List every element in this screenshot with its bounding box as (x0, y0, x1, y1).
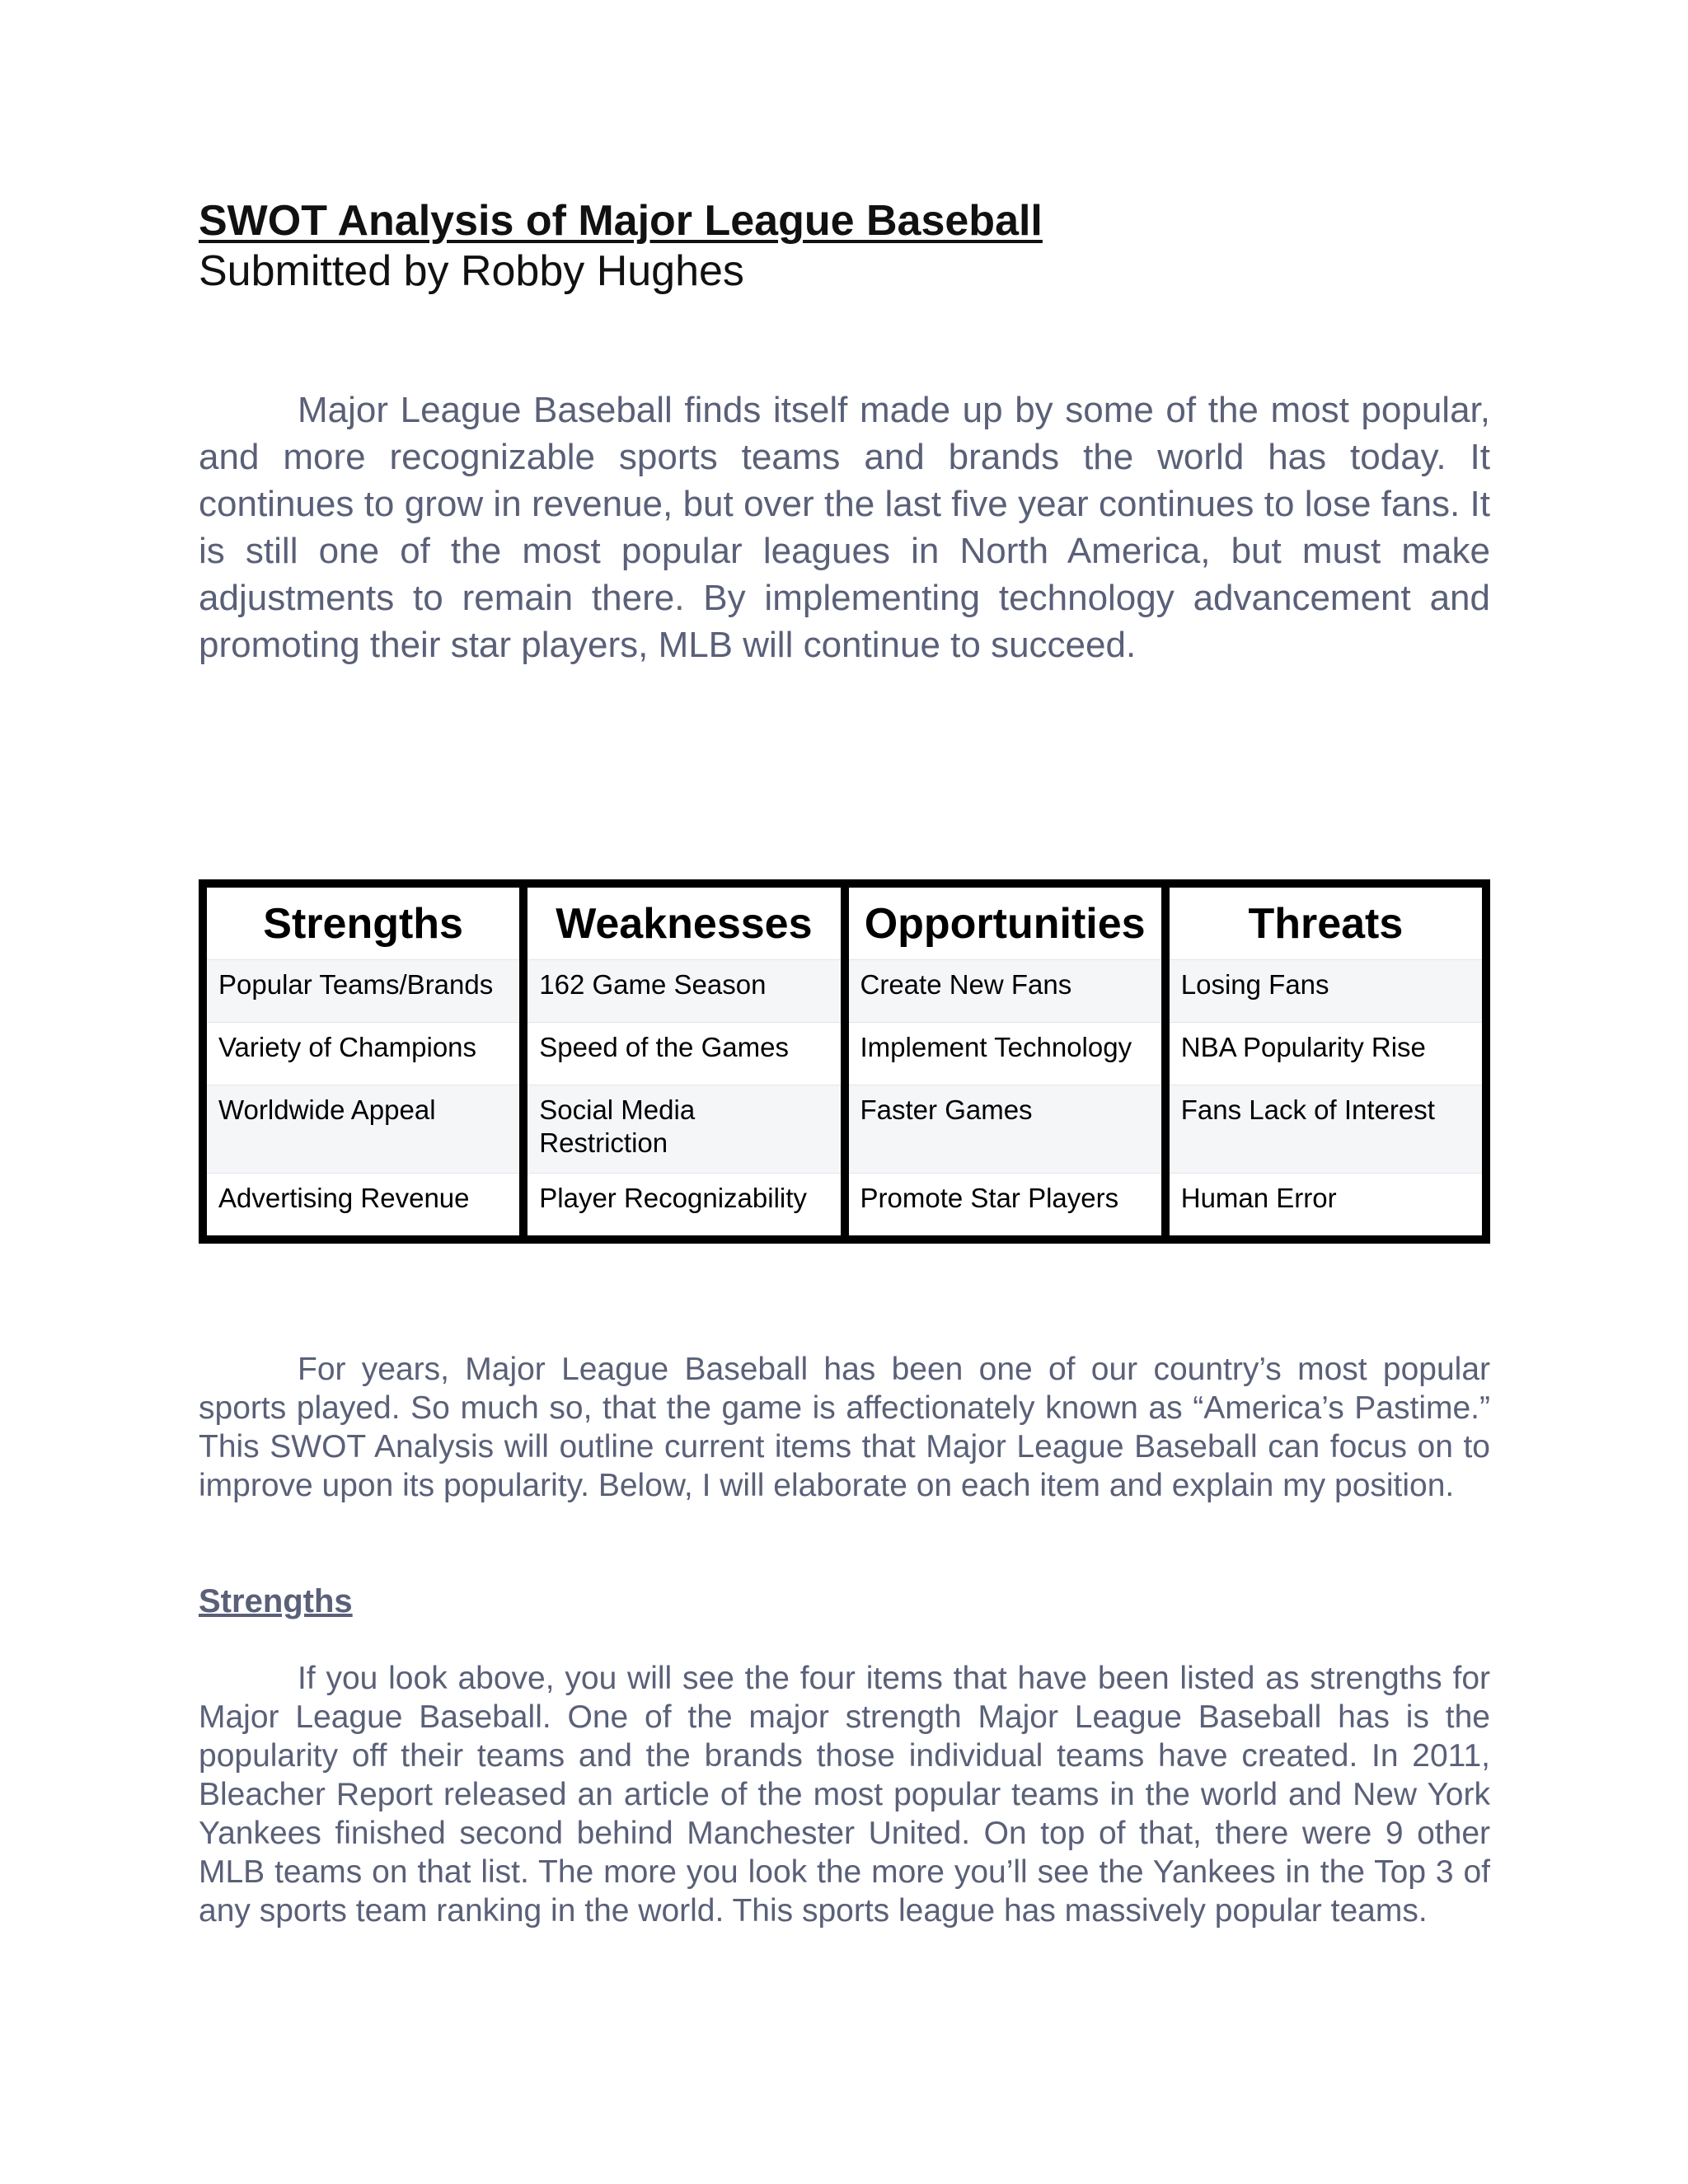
section-heading-strengths: Strengths (199, 1583, 353, 1619)
intro-paragraph: Major League Baseball finds itself made up by some of the most popular, and more recognizable sports teams and brands the world has today. It continues to grow in revenue, but over the last five year continues to lose fans. It is still one of the most popular leagues in North America, but must make adjustments to remain there. By implementing technology advancement and promoting their star players, MLB will continue to succeed. (199, 390, 1490, 665)
table-cell: Promote Star Players (849, 1173, 1161, 1235)
table-cell: Player Recognizability (528, 1173, 840, 1235)
document-page (199, 196, 1490, 1929)
table-cell: Create New Fans (849, 959, 1161, 1022)
table-cell: Advertising Revenue (207, 1173, 519, 1235)
swot-column-threats (1170, 888, 1482, 1235)
swot-column-strengths (207, 888, 519, 1235)
table-cell: Popular Teams/Brands (207, 959, 519, 1022)
table-cell: Speed of the Games (528, 1022, 840, 1085)
table-cell: Losing Fans (1170, 959, 1482, 1022)
column-header-strengths: Strengths (207, 888, 519, 959)
table-cell: Worldwide Appeal (207, 1085, 519, 1173)
body-paragraph-strengths: If you look above, you will see the four items that have been listed as strengths for Major League Baseball. One of the major strength Major League Baseball has is the popularity off their teams and the brands those individual teams have created. In 2011, Bleacher Report released an article of the most popular teams in the world and New York Yankees finished second behind Manchester United. On top of that, there were 9 other MLB teams on that list. The more you look the more you’ll see the Yankees in the Top 3 of any sports team ranking in the world. This sports league has massively popular teams. (199, 1661, 1490, 1929)
document-title: SWOT Analysis of Major League Baseball (199, 197, 1043, 245)
table-cell: Human Error (1170, 1173, 1482, 1235)
table-cell: Social Media Restriction (528, 1085, 840, 1173)
column-header-opportunities: Opportunities (849, 888, 1161, 959)
table-cell: Fans Lack of Interest (1170, 1085, 1482, 1173)
table-cell: 162 Game Season (528, 959, 840, 1022)
table-cell: Faster Games (849, 1085, 1161, 1173)
table-cell: Variety of Champions (207, 1022, 519, 1085)
column-header-threats: Threats (1170, 888, 1482, 959)
document-subtitle: Submitted by Robby Hughes (199, 247, 744, 295)
swot-column-weaknesses (528, 888, 840, 1235)
table-cell: Implement Technology (849, 1022, 1161, 1085)
column-header-weaknesses: Weaknesses (528, 888, 840, 959)
swot-column-opportunities (849, 888, 1161, 1235)
body-paragraph-overview: For years, Major League Baseball has been one of our country’s most popular sports played. So much so, that the game is affectionately known as “America’s Pastime.” This SWOT Analysis will outline current items that Major League Baseball can focus on to improve upon its popularity. Below, I will elaborate on each item and explain my position. (199, 1352, 1490, 1503)
swot-table (199, 879, 1490, 1244)
table-cell: NBA Popularity Rise (1170, 1022, 1482, 1085)
